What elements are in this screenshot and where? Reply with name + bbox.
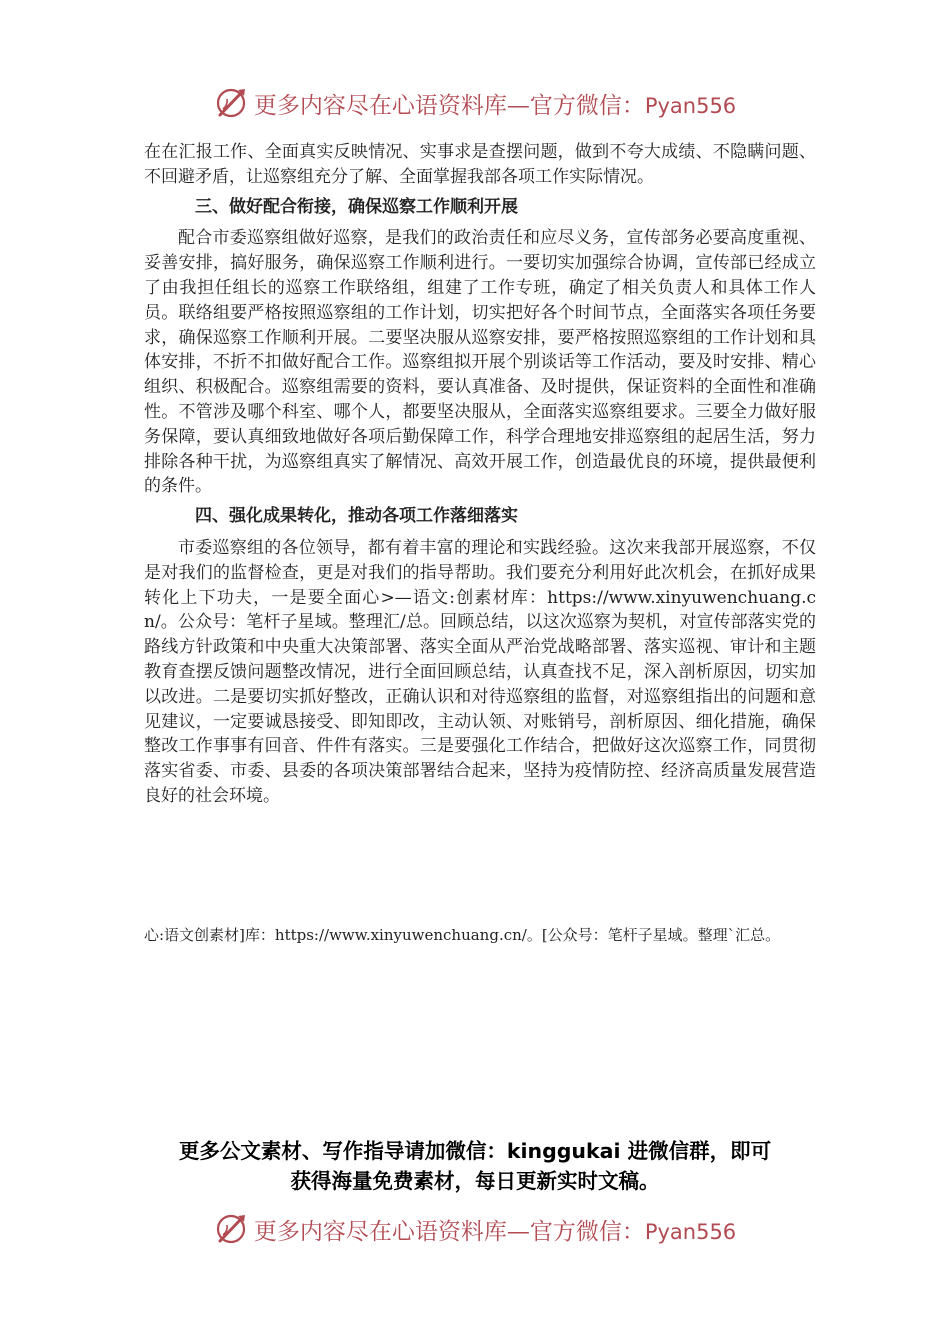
source-footnote: 心:语文创素材]库：https://www.xinyuwenchuang.cn/。[公众号：笔杆子星域。整理`汇总。 [144,926,781,944]
pen-logo-icon [214,1211,250,1247]
header-wechat-id: Pyan556 [644,93,737,118]
footer-wechat-id: Pyan556 [644,1219,737,1244]
document-body [144,140,816,809]
header-banner-title: 更多内容尽在心语资料库—官方微信： [253,92,645,119]
section4-heading: 四、强化成果转化，推动各项工作落细落实 [195,506,518,527]
section3-heading: 三、做好配合衔接，确保巡察工作顺利开展 [195,196,518,217]
intro-paragraph: 在在汇报工作、全面真实反映情况、实事求是查摆问题，做到不夸大成绩、不隐瞒问题、不回避矛盾，让巡察组充分了解、全面掌握我部各项工作实际情况。 [144,142,816,187]
promo-line-2: 获得海量免费素材，每日更新实时文稿。 [290,1169,660,1193]
footer-banner-title: 更多内容尽在心语资料库—官方微信： [253,1218,645,1245]
section3-paragraph: 配合市委巡察组做好巡察，是我们的政治责任和应尽义务，宣传部务必要高度重视、妥善安排，搞好服务，确保巡察工作顺利进行。一要切实加强综合协调，宣传部已经成立了由我担任组长的巡察工作联络组，组建了工作专班，确定了相关负责人和具体工作人员。联络组要严格按照巡察组的工作计划，切实把好各个时间节点，全面落实各项任务要求，确保巡察工作顺利开展。二要坚决服从巡察安排，要严格按照巡察组的工作计划和具体安排，不折不扣做好配合工作。巡察组拟开展个别谈话等工作活动，要及时安排、精心组织、积极配合。巡察组需要的资料，要认真准备、及时提供，保证资料的全面性和准确性。不管涉及哪个科室、哪个人，都要坚决服从，全面落实巡察组要求。三要全力做好服务保障，要认真细致地做好各项后勤保障工作，科学合理地安排巡察组的起居生活，努力排除各种干扰，为巡察组真实了解情况、高效开展工作，创造最优良的环境，提供最便利的条件。 [144,228,816,497]
header-banner [0,80,950,126]
pen-logo-icon [214,85,250,121]
promo-line-1: 更多公文素材、写作指导请加微信：kinggukai 进微信群，即可 [178,1139,772,1163]
promo-notice [140,1136,810,1196]
header-banner-text [254,87,736,120]
section4-paragraph: 市委巡察组的各位领导，都有着丰富的理论和实践经验。这次来我部开展巡察，不仅是对我们的监督检查，更是对我们的指导帮助。我们要充分利用好此次机会，在抓好成果转化上下功夫，一是要全面心>—语文:创素材库：https://www.xinyuwenchuang.cn/。公众号：笔杆子星域。整理汇/总。回顾总结，以这次巡察为契机，对宣传部落实党的路线方针政策和中央重大决策部署、落实全面从严治党战略部署、落实巡视、审计和主题教育查摆反馈问题整改情况，进行全面回顾总结，认真查找不足，深入剖析原因，切实加以改进。二是要切实抓好整改，正确认识和对待巡察组的监督，对巡察组指出的问题和意见建议，一定要诚恳接受、即知即改，主动认领、对账销号，剖析原因、细化措施，确保整改工作事事有回音、件件有落实。三是要强化工作结合，把做好这次巡察工作，同贯彻落实省委、市委、县委的各项决策部署结合起来，坚持为疫情防控、经济高质量发展营造良好的社会环境。 [144,537,816,806]
footer-banner [0,1206,950,1252]
footer-banner-text [254,1213,736,1246]
